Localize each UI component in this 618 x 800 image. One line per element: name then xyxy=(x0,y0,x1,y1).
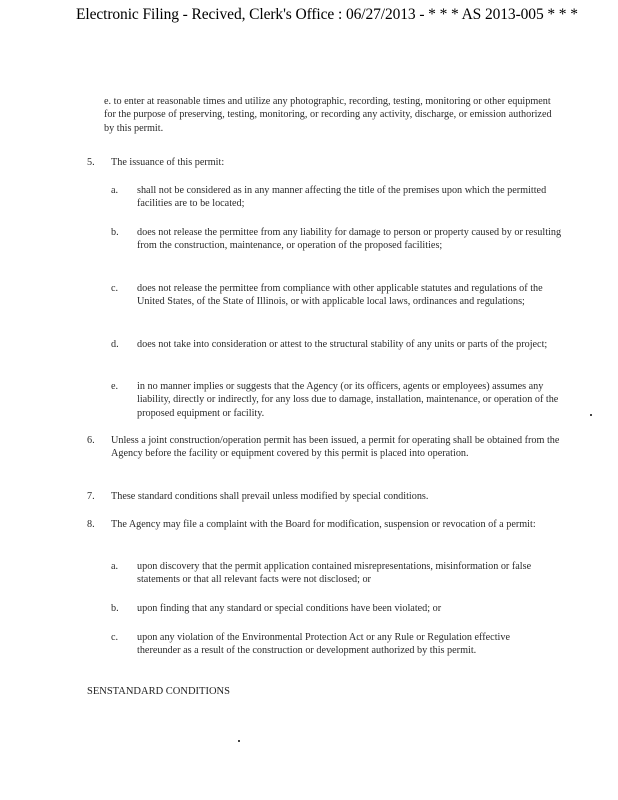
item-6-text: Unless a joint construction/operation permit has been issued, a permit for operating shall be obtained from the Agency before the facility or equipment covered by this permit is placed into operation. xyxy=(111,435,560,460)
item-8b-label: b. xyxy=(111,603,119,614)
electronic-filing-header: Electronic Filing - Recived, Clerk's Office : 06/27/2013 - * * * AS 2013-005 * * * xyxy=(76,6,578,23)
item-5b-label: b. xyxy=(111,227,119,238)
item-8a-label: a. xyxy=(111,561,119,572)
item-8b-text: upon finding that any standard or special conditions have been violated; or xyxy=(137,603,442,614)
item-7-text: These standard conditions shall prevail unless modified by special conditions. xyxy=(111,491,429,502)
item-5b-text: does not release the permittee from any liability for damage to person or property caused by or resulting from the construction, maintenance, or operation of the proposed facilities; xyxy=(137,227,562,252)
item-5a-text: shall not be considered as in any manner affecting the title of the premises upon which the permitted facilities are to be located; xyxy=(137,185,547,210)
item-8-number: 8. xyxy=(87,519,95,530)
item-5c-text: does not release the permittee from compliance with other applicable statutes and regulations of the United States, of the State of Illinois, or with applicable local laws, ordinances and regulations; xyxy=(137,283,543,308)
section-title-standard-conditions: SENSTANDARD CONDITIONS xyxy=(87,686,230,697)
item-5d-text: does not take into consideration or attest to the structural stability of any units or parts of the project; xyxy=(137,339,548,350)
item-5e-label: e. xyxy=(111,381,119,392)
scan-speck xyxy=(590,414,592,416)
item-8c-label: c. xyxy=(111,632,119,643)
paragraph-e: e. to enter at reasonable times and utilize any photographic, recording, testing, monitoring or other equipment for the purpose of preserving, testing, monitoring, or recording any activity, discharge, or emission authorized by this permit. xyxy=(104,96,552,134)
item-5d-label: d. xyxy=(111,339,119,350)
item-8c-text: upon any violation of the Environmental Protection Act or any Rule or Regulation effective thereunder as a result of the construction or development authorized by this permit. xyxy=(137,632,510,657)
item-8a-text: upon discovery that the permit application contained misrepresentations, misinformation or false statements or that all relevant facts were not disclosed; or xyxy=(137,561,532,586)
item-5a-label: a. xyxy=(111,185,119,196)
item-8-text: The Agency may file a complaint with the Board for modification, suspension or revocation of a permit: xyxy=(111,519,536,530)
item-5c-label: c. xyxy=(111,283,119,294)
item-6-number: 6. xyxy=(87,435,95,446)
item-5-text: The issuance of this permit: xyxy=(111,157,225,168)
item-5e-text: in no manner implies or suggests that the Agency (or its officers, agents or employees) assumes any liability, directly or indirectly, for any loss due to damage, installation, maintenance, or operation of the proposed equipment or facility. xyxy=(137,381,559,419)
item-5-number: 5. xyxy=(87,157,95,168)
scan-speck xyxy=(238,740,240,742)
item-7-number: 7. xyxy=(87,491,95,502)
